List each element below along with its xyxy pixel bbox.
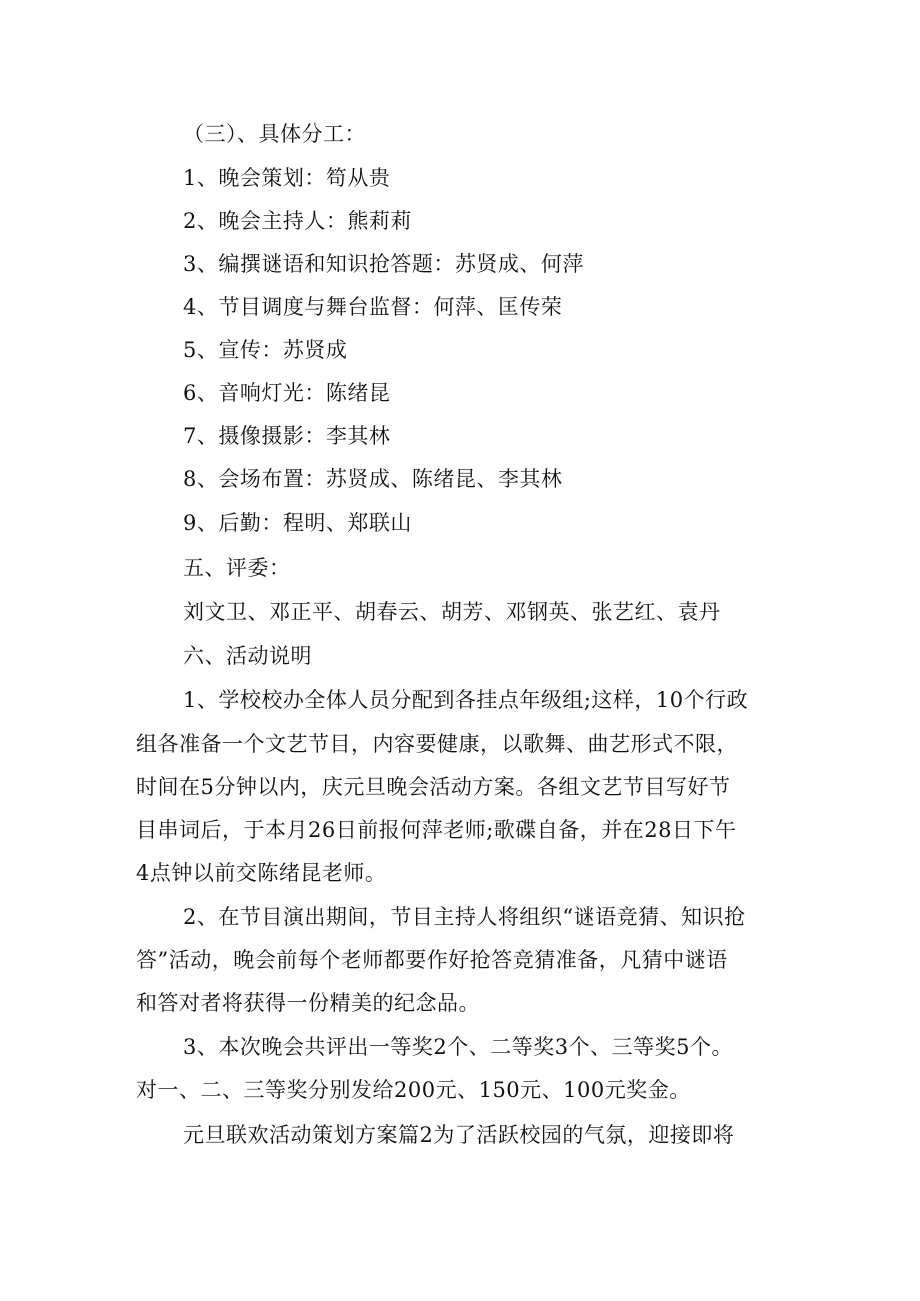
judges-heading: 五、评委： (183, 556, 291, 580)
assignment-item-6: 6、音响灯光：陈绪昆 (183, 381, 391, 405)
item1-line-3: 时间在5分钟以内，庆元旦晚会活动方案。各组文艺节目写好节 (136, 775, 731, 799)
item3-line-1: 3、本次晚会共评出一等奖2个、二等奖3个、三等奖5个。 (183, 1035, 733, 1059)
item2-line-2: 答”活动，晚会前每个老师都要作好抢答竞猜准备，凡猜中谜语 (136, 948, 728, 972)
item3-line-2: 对一、二、三等奖分别发给200元、150元、100元奖金。 (136, 1078, 691, 1102)
assignment-item-1: 1、晚会策划：笱从贵 (183, 166, 391, 190)
assignment-item-7: 7、摄像摄影：李其林 (183, 424, 391, 448)
activity-heading: 六、活动说明 (183, 644, 312, 668)
assignment-item-5: 5、宣传：苏贤成 (183, 338, 348, 362)
closing-line: 元旦联欢活动策划方案篇2为了活跃校园的气氛，迎接即将 (183, 1123, 735, 1147)
item2-line-3: 和答对者将获得一份精美的纪念品。 (136, 991, 480, 1015)
assignment-item-8: 8、会场布置：苏贤成、陈绪昆、李其林 (183, 467, 563, 491)
assignment-item-9: 9、后勤：程明、郑联山 (183, 511, 412, 535)
item1-line-2: 组各准备一个文艺节目，内容要健康，以歌舞、曲艺形式不限， (136, 732, 738, 756)
item2-line-1: 2、在节目演出期间，节目主持人将组织“谜语竞猜、知识抢 (183, 905, 746, 929)
judges-list: 刘文卫、邓正平、胡春云、胡芳、邓钢英、张艺红、袁丹 (183, 600, 721, 624)
assignment-item-2: 2、晚会主持人：熊莉莉 (183, 209, 412, 233)
item1-line-1: 1、学校校办全体人员分配到各挂点年级组;这样，10个行政 (183, 688, 749, 712)
section-division-heading: （三）、具体分工： (183, 122, 366, 146)
item1-line-5: 4点钟以前交陈绪昆老师。 (136, 861, 387, 885)
item1-line-4: 目串词后，于本月26日前报何萍老师;歌碟自备，并在28日下午 (136, 818, 737, 842)
assignment-item-4: 4、节目调度与舞台监督：何萍、匡传荣 (183, 295, 563, 319)
assignment-item-3: 3、编撰谜语和知识抢答题：苏贤成、何萍 (183, 252, 584, 276)
